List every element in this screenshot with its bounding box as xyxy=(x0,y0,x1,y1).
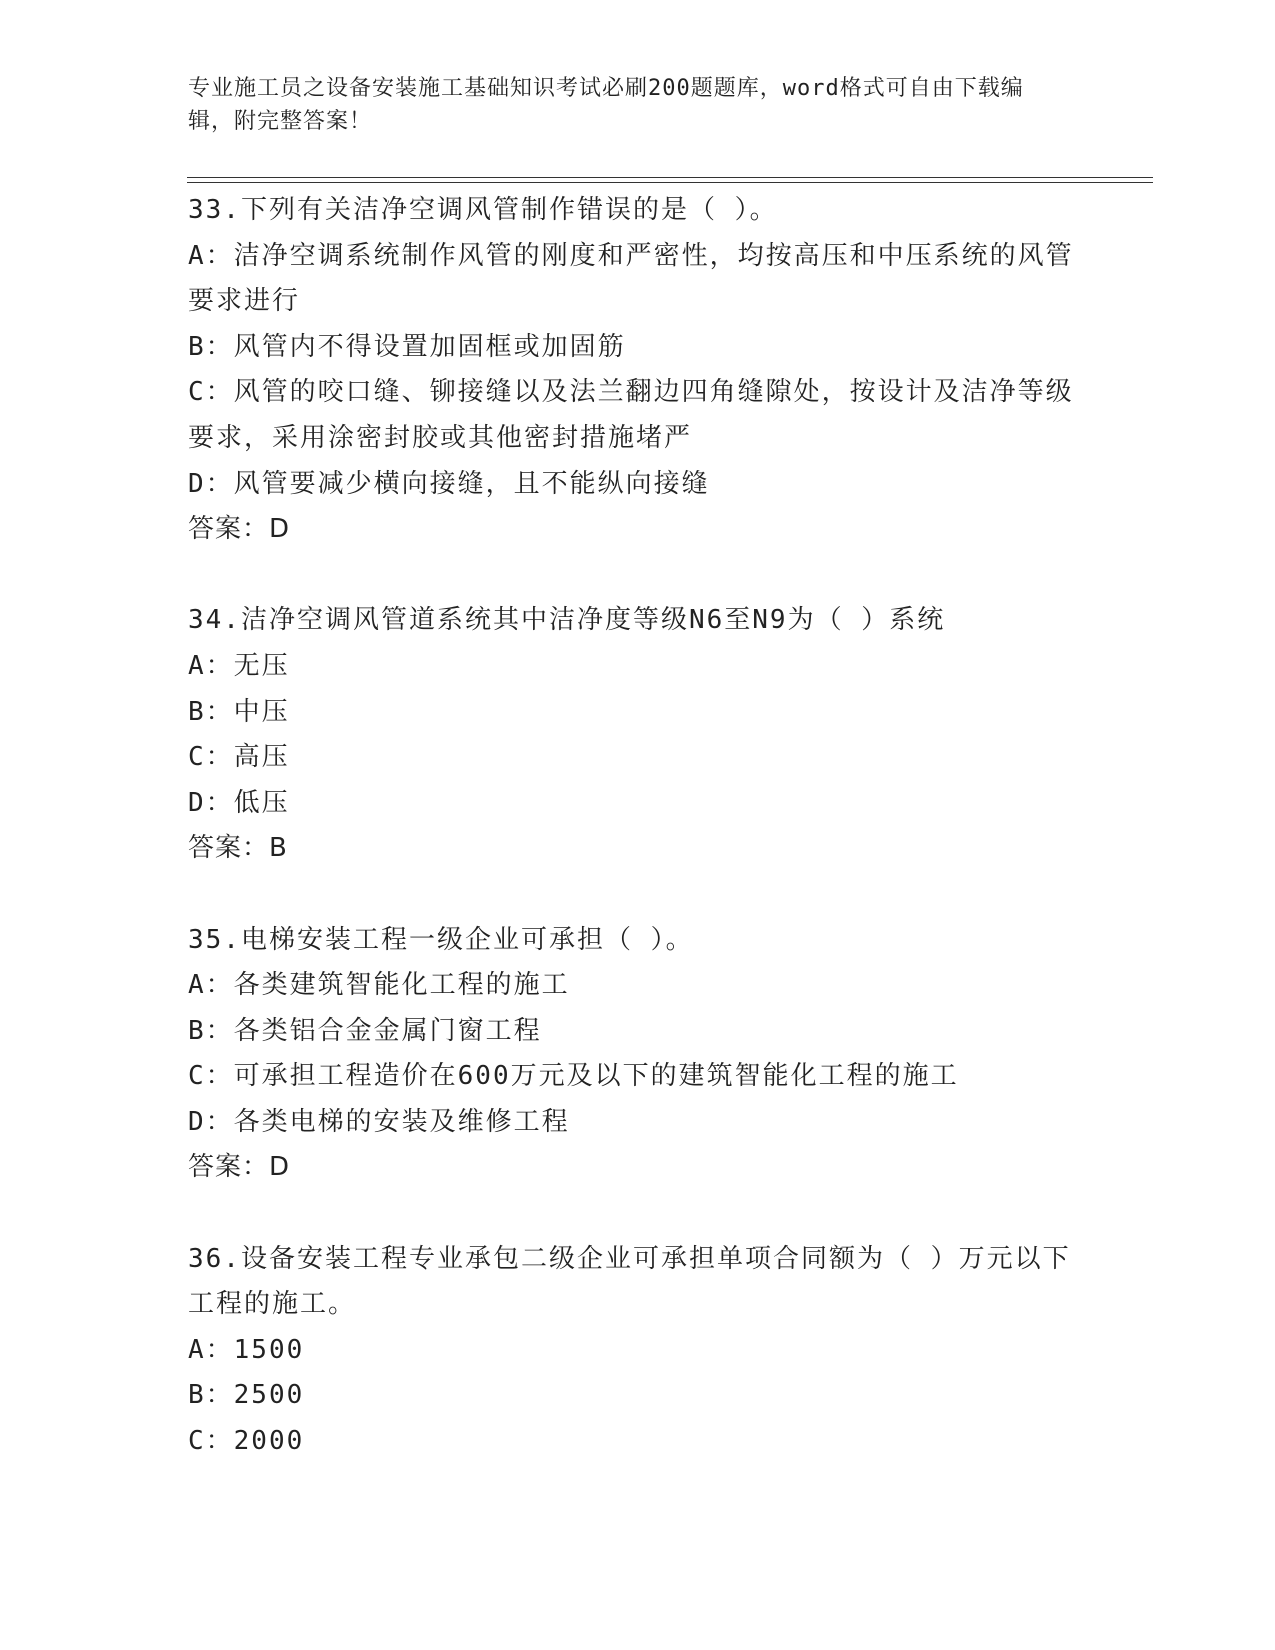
option-d: D：风管要减少横向接缝，且不能纵向接缝 xyxy=(188,468,710,499)
question-stem: 35.电梯安装工程一级企业可承担（ ）。 xyxy=(188,924,694,955)
option-b: B：风管内不得设置加固框或加固筋 xyxy=(188,331,626,362)
question-stem: 33.下列有关洁净空调风管制作错误的是（ ）。 xyxy=(188,195,778,225)
question-stem: 34.洁净空调风管道系统其中洁净度等级N6至N9为（ ）系统 xyxy=(188,605,946,636)
option-a: A：洁净空调系统制作风管的刚度和严密性，均按高压和中压系统的风管要求进行 xyxy=(188,240,1074,317)
question-35 xyxy=(188,918,1088,1192)
option-c: C：可承担工程造价在600万元及以下的建筑智能化工程的施工 xyxy=(188,1061,959,1092)
header-rule-bottom xyxy=(187,182,1153,183)
answer-label: 答案：D xyxy=(188,1152,291,1183)
option-a: A：各类建筑智能化工程的施工 xyxy=(188,970,570,1001)
option-d: D：各类电梯的安装及维修工程 xyxy=(188,1106,570,1137)
answer-label: 答案：D xyxy=(188,514,291,545)
option-c: C：高压 xyxy=(188,742,290,773)
question-34 xyxy=(188,598,1088,872)
option-b: B：中压 xyxy=(188,696,290,727)
option-a: A：1500 xyxy=(188,1334,305,1365)
question-list xyxy=(188,188,1088,1465)
answer-label: 答案：B xyxy=(188,833,288,864)
option-b: B：各类铝合金金属门窗工程 xyxy=(188,1015,542,1046)
option-c: C：2000 xyxy=(188,1426,305,1457)
option-a: A：无压 xyxy=(188,650,290,681)
option-b: B：2500 xyxy=(188,1380,305,1411)
header-rule-top xyxy=(187,177,1153,178)
question-stem: 36.设备安装工程专业承包二级企业可承担单项合同额为（ ）万元以下工程的施工。 xyxy=(188,1243,1071,1320)
option-d: D：低压 xyxy=(188,787,290,818)
question-33 xyxy=(188,188,1088,553)
question-36 xyxy=(188,1237,1088,1465)
option-c: C：风管的咬口缝、铆接缝以及法兰翻边四角缝隙处，按设计及洁净等级要求，采用涂密封胶或其他密封措施堵严 xyxy=(188,377,1074,453)
document-header: 专业施工员之设备安装施工基础知识考试必刷200题题库，word格式可自由下载编辑，附完整答案！ xyxy=(188,76,1024,134)
